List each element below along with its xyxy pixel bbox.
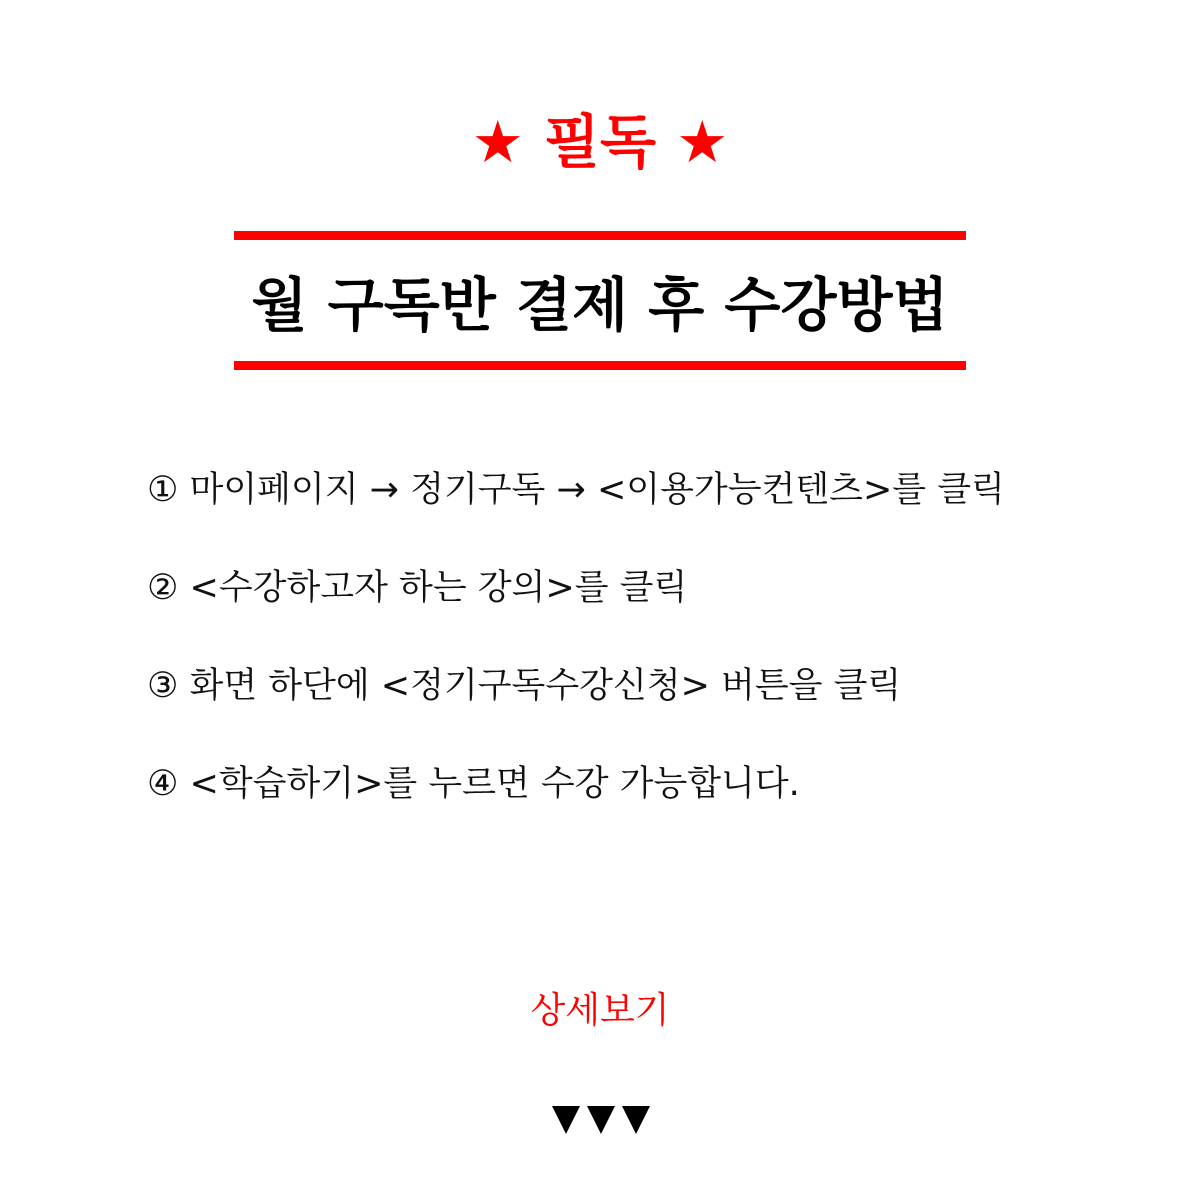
triple-down-triangle-icon: [552, 1106, 650, 1136]
instruction-step-1: ① 마이페이지 → 정기구독 → <이용가능컨텐츠>를 클릭: [147, 470, 1005, 510]
view-details-link[interactable]: 상세보기: [530, 990, 670, 1031]
page-title: 월 구독반 결제 후 수강방법: [251, 271, 949, 339]
instruction-list: [147, 461, 1147, 853]
instruction-step-3: ③ 화면 하단에 <정기구독수강신청> 버튼을 클릭: [147, 666, 902, 706]
instruction-step-2: ② <수강하고자 하는 강의>를 클릭: [147, 568, 688, 608]
title-bottom-rule: [234, 361, 966, 370]
title-top-rule: [234, 231, 966, 240]
instruction-step-4: ④ <학습하기>를 누르면 수강 가능합니다.: [147, 764, 800, 804]
must-read-heading: ★ 필독 ★: [471, 108, 729, 176]
